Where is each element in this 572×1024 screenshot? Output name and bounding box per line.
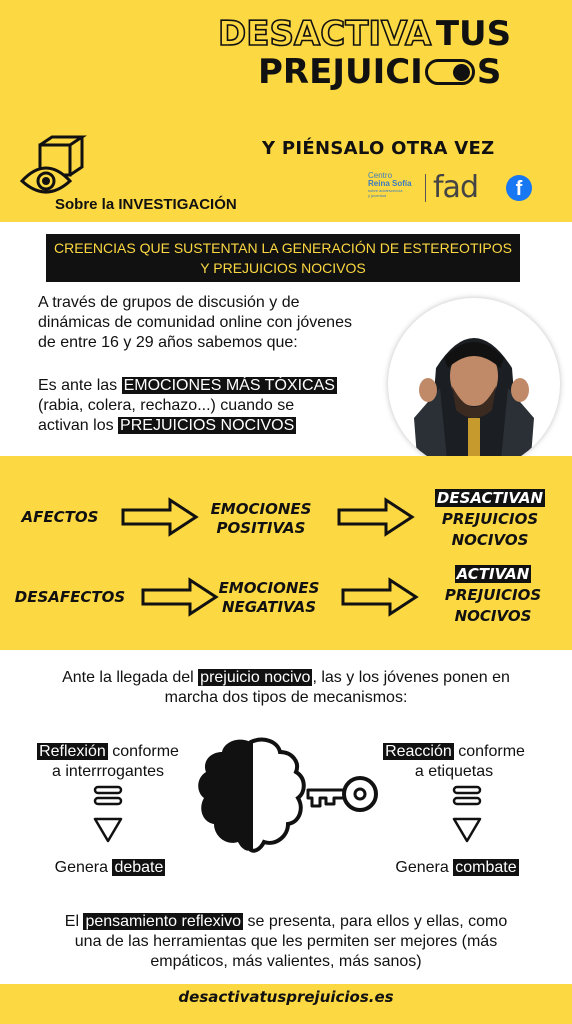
- equals-icon: [452, 785, 482, 812]
- text-span: Genera: [54, 859, 113, 876]
- website-link[interactable]: desactivatusprejuicios.es: [178, 988, 394, 1006]
- text-line: A través de grupos de discusión y de: [38, 294, 300, 311]
- highlight-toxic-emotions: EMOCIONES MÁS TÓXICAS: [123, 377, 335, 394]
- text-span: , las y los jóvenes ponen en: [312, 669, 510, 686]
- text-line: [38, 416, 388, 436]
- text-line: dinámicas de comunidad online con jóvenes: [38, 314, 352, 331]
- toxic-emotions-paragraph: [38, 376, 388, 436]
- text-line: a etiquetas: [414, 763, 494, 780]
- flow-label-line: NOCIVOS: [451, 531, 529, 549]
- partner-logo-line: sobre adolescencia: [368, 188, 403, 193]
- footer: [0, 984, 572, 1024]
- arrow-right-icon: [336, 497, 416, 537]
- flow-label-line: [420, 488, 560, 509]
- highlight-harmful-prejudice: prejuicio nocivo: [200, 669, 311, 686]
- text-line: [38, 376, 388, 396]
- highlight-reflection: Reflexión: [39, 743, 106, 760]
- brain-icon: [196, 736, 306, 861]
- conclusion-paragraph: [10, 912, 562, 972]
- text-line: [20, 668, 552, 688]
- highlight-reflective-thinking: pensamiento reflexivo: [85, 913, 242, 930]
- section-label: Sobre la INVESTIGACIÓN: [55, 196, 237, 213]
- photo-person-hoodie: [388, 298, 560, 470]
- facebook-icon[interactable]: [506, 175, 532, 201]
- highlight-harmful-prejudices: PREJUICIOS NOCIVOS: [120, 417, 295, 434]
- partner-logo-reina-sofia[interactable]: [368, 172, 412, 198]
- highlight-activate: ACTIVAN: [456, 565, 530, 583]
- flow-label-line: EMOCIONES: [210, 500, 312, 518]
- flow-label-line: NOCIVOS: [454, 607, 532, 625]
- logo-divider: [425, 174, 426, 202]
- text-span: conforme: [107, 743, 179, 760]
- title-word-prejuicios: PREJUICI: [258, 52, 423, 92]
- flow-affections: AFECTOS: [21, 508, 99, 526]
- title-word-tus: TUS: [435, 14, 512, 54]
- text-line: de entre 16 y 29 años sabemos que:: [38, 334, 298, 351]
- text-span: El: [64, 913, 84, 930]
- banner-line: Y PREJUICIOS NOCIVOS: [200, 260, 366, 276]
- arrow-right-icon: [340, 577, 420, 617]
- mechanism-reflection: [18, 742, 198, 782]
- partner-logo-line: Centro: [368, 171, 393, 180]
- text-line: una de las herramientas que les permiten ser mejores (más: [74, 933, 498, 950]
- flow-disaffections: DESAFECTOS: [14, 588, 126, 606]
- title-word-desactiva: DESACTIVA: [218, 14, 432, 54]
- intro-paragraph: [38, 293, 398, 353]
- mechanisms-intro: [20, 668, 552, 708]
- flow-label-line: POSITIVAS: [216, 519, 306, 537]
- banner: [46, 234, 520, 282]
- mechanism-reaction: [366, 742, 542, 782]
- text-line: [366, 742, 542, 762]
- result-debate: [40, 858, 180, 878]
- flow-label-line: NEGATIVAS: [221, 598, 317, 616]
- flow-negative-emotions: [214, 579, 324, 617]
- text-span: conforme: [453, 743, 525, 760]
- flow-deactivate-prejudices: [420, 488, 560, 551]
- text-line: a interrrogantes: [51, 763, 165, 780]
- header-section: [0, 0, 572, 222]
- flow-label-line: PREJUICIOS: [441, 510, 539, 528]
- title-word-s: S: [476, 52, 502, 92]
- cube-eye-icon: [16, 133, 92, 204]
- text-span: activan los: [38, 417, 119, 434]
- result-combat: [382, 858, 532, 878]
- flow-activate-prejudices: [426, 564, 560, 627]
- text-line: empáticos, más valientes, más sanos): [150, 953, 422, 970]
- flow-label-line: [426, 564, 560, 585]
- highlight-reaction: Reacción: [385, 743, 452, 760]
- title-line1: [218, 14, 511, 54]
- highlight-combat: combate: [455, 859, 517, 876]
- facebook-glyph: f: [515, 178, 523, 200]
- partner-logo-line: y juventud: [368, 193, 387, 198]
- flow-label-line: PREJUICIOS: [444, 586, 542, 604]
- flow-positive-emotions: [206, 500, 316, 538]
- text-line: [10, 912, 562, 932]
- arrow-right-icon: [120, 497, 200, 537]
- subtitle: Y PIÉNSALO OTRA VEZ: [262, 138, 495, 159]
- text-line: marcha dos tipos de mecanismos:: [164, 689, 408, 706]
- partner-logo-line: Reina Sofía: [368, 179, 412, 188]
- title-line2: [258, 52, 501, 92]
- toggle-switch-icon: [425, 59, 475, 85]
- partner-logo-fad[interactable]: fad: [433, 170, 478, 205]
- banner-line: CREENCIAS QUE SUSTENTAN LA GENERACIÓN DE ESTEREOTIPOS: [54, 240, 512, 256]
- text-span: Es ante las: [38, 377, 122, 394]
- flow-label-line: EMOCIONES: [218, 579, 320, 597]
- triangle-down-icon: [93, 816, 123, 849]
- highlight-debate: debate: [114, 859, 164, 876]
- equals-icon: [93, 785, 123, 812]
- arrow-right-icon: [140, 577, 220, 617]
- triangle-down-icon: [452, 816, 482, 849]
- text-span: Ante la llegada del: [62, 669, 199, 686]
- text-span: se presenta, para ellos y ellas, como: [243, 913, 508, 930]
- text-line: (rabia, colera, rechazo...) cuando se: [38, 397, 295, 414]
- text-line: [18, 742, 198, 762]
- text-span: Genera: [395, 859, 454, 876]
- highlight-deactivate: DESACTIVAN: [436, 489, 544, 507]
